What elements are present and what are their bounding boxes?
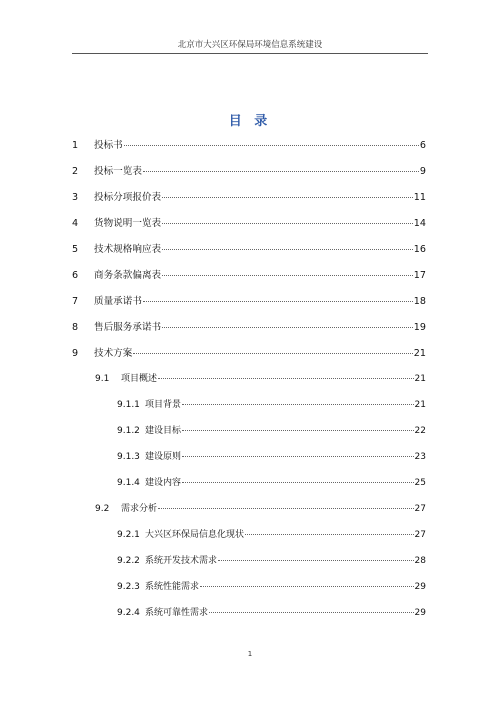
toc-entry-number: 9.1.4 bbox=[117, 478, 140, 488]
toc-entry-label: 建设目标 bbox=[145, 426, 182, 436]
toc-dot-leader bbox=[133, 353, 412, 354]
toc-dot-leader bbox=[182, 482, 414, 483]
toc-dot-leader bbox=[162, 275, 413, 276]
toc-dot-leader bbox=[124, 145, 419, 146]
toc-entry-number: 3 bbox=[72, 192, 79, 203]
toc-entry-number: 8 bbox=[72, 322, 79, 333]
toc-entry-number: 9.1.1 bbox=[117, 400, 140, 410]
toc-entry-page: 21 bbox=[414, 374, 426, 384]
toc-entry[interactable] bbox=[72, 293, 426, 319]
toc-entry[interactable] bbox=[72, 397, 426, 423]
toc-dot-leader bbox=[245, 534, 414, 535]
toc-entry-page: 6 bbox=[419, 140, 426, 151]
toc-entry-number: 9.2.3 bbox=[117, 582, 140, 592]
toc-entry-label: 货物说明一览表 bbox=[94, 218, 162, 229]
toc-dot-leader bbox=[162, 223, 413, 224]
toc-entry-number: 1 bbox=[72, 140, 79, 151]
toc-entry-number: 9.1 bbox=[95, 374, 110, 384]
toc-dot-leader bbox=[158, 508, 414, 509]
toc-entry-number: 9.2 bbox=[95, 504, 110, 514]
toc-entry-label: 投标书 bbox=[94, 140, 123, 151]
toc-entry[interactable] bbox=[72, 215, 426, 241]
toc-entry[interactable] bbox=[72, 605, 426, 631]
toc-entry-label: 售后服务承诺书 bbox=[94, 322, 162, 333]
toc-entry-label: 建设原则 bbox=[145, 452, 182, 462]
toc-dot-leader bbox=[143, 171, 419, 172]
toc-entry[interactable] bbox=[72, 371, 426, 397]
toc-entry[interactable] bbox=[72, 267, 426, 293]
toc-entry-page: 27 bbox=[414, 504, 426, 514]
toc-entry-number: 9 bbox=[72, 348, 79, 359]
toc-entry[interactable] bbox=[72, 241, 426, 267]
toc-dot-leader bbox=[182, 456, 414, 457]
toc-entry-number: 4 bbox=[72, 218, 79, 229]
toc-entry-number: 2 bbox=[72, 166, 79, 177]
toc-entry-number: 9.2.2 bbox=[117, 556, 140, 566]
page-number: 1 bbox=[247, 650, 253, 658]
toc-dot-leader bbox=[162, 249, 413, 250]
toc-entry-number: 6 bbox=[72, 270, 79, 281]
toc-entry-page: 28 bbox=[414, 556, 426, 566]
table-of-contents bbox=[72, 137, 426, 631]
toc-entry-label: 投标分项报价表 bbox=[94, 192, 162, 203]
toc-dot-leader bbox=[200, 586, 414, 587]
toc-entry[interactable] bbox=[72, 501, 426, 527]
toc-entry-label: 质量承诺书 bbox=[94, 296, 142, 307]
toc-entry[interactable] bbox=[72, 137, 426, 163]
toc-entry-page: 9 bbox=[419, 166, 426, 177]
toc-title: 目 录 bbox=[228, 114, 272, 129]
toc-entry[interactable] bbox=[72, 553, 426, 579]
toc-entry[interactable] bbox=[72, 345, 426, 371]
toc-entry-label: 商务条款偏离表 bbox=[94, 270, 162, 281]
toc-dot-leader bbox=[143, 301, 413, 302]
toc-entry[interactable] bbox=[72, 319, 426, 345]
toc-entry-label: 项目概述 bbox=[121, 374, 158, 384]
toc-entry-page: 16 bbox=[413, 244, 426, 255]
toc-entry-page: 22 bbox=[414, 426, 426, 436]
toc-dot-leader bbox=[182, 430, 414, 431]
toc-entry-label: 技术方案 bbox=[94, 348, 133, 359]
toc-entry-label: 系统开发技术需求 bbox=[145, 556, 218, 566]
toc-entry-page: 29 bbox=[414, 582, 426, 592]
toc-entry-page: 14 bbox=[413, 218, 426, 229]
toc-dot-leader bbox=[218, 560, 414, 561]
toc-entry[interactable] bbox=[72, 527, 426, 553]
toc-entry[interactable] bbox=[72, 579, 426, 605]
toc-dot-leader bbox=[158, 378, 414, 379]
toc-entry-label: 系统性能需求 bbox=[145, 582, 200, 592]
toc-entry-number: 9.1.3 bbox=[117, 452, 140, 462]
toc-entry-label: 建设内容 bbox=[145, 478, 182, 488]
toc-entry-page: 21 bbox=[413, 348, 426, 359]
toc-entry-page: 27 bbox=[414, 530, 426, 540]
toc-entry[interactable] bbox=[72, 423, 426, 449]
toc-entry-page: 18 bbox=[413, 296, 426, 307]
toc-entry-page: 21 bbox=[414, 400, 426, 410]
toc-entry-page: 29 bbox=[414, 608, 426, 618]
toc-entry[interactable] bbox=[72, 163, 426, 189]
toc-entry-label: 项目背景 bbox=[145, 400, 182, 410]
toc-entry-label: 系统可靠性需求 bbox=[145, 608, 209, 618]
toc-entry-number: 7 bbox=[72, 296, 79, 307]
toc-entry[interactable] bbox=[72, 475, 426, 501]
toc-entry-number: 9.2.1 bbox=[117, 530, 140, 540]
toc-dot-leader bbox=[209, 612, 414, 613]
toc-entry-page: 23 bbox=[414, 452, 426, 462]
toc-entry-page: 17 bbox=[413, 270, 426, 281]
toc-dot-leader bbox=[162, 197, 413, 198]
toc-entry[interactable] bbox=[72, 189, 426, 215]
toc-dot-leader bbox=[182, 404, 414, 405]
toc-entry-number: 9.1.2 bbox=[117, 426, 140, 436]
toc-entry-page: 19 bbox=[413, 322, 426, 333]
toc-entry-page: 11 bbox=[413, 192, 426, 203]
toc-entry-number: 5 bbox=[72, 244, 79, 255]
toc-entry[interactable] bbox=[72, 449, 426, 475]
toc-entry-page: 25 bbox=[414, 478, 426, 488]
toc-entry-label: 投标一览表 bbox=[94, 166, 142, 177]
toc-entry-label: 需求分析 bbox=[121, 504, 158, 514]
toc-dot-leader bbox=[162, 327, 413, 328]
toc-entry-label: 技术规格响应表 bbox=[94, 244, 162, 255]
toc-entry-label: 大兴区环保局信息化现状 bbox=[145, 530, 245, 540]
toc-entry-number: 9.2.4 bbox=[117, 608, 140, 618]
page-header: 北京市大兴区环保局环境信息系统建设 bbox=[72, 38, 428, 54]
